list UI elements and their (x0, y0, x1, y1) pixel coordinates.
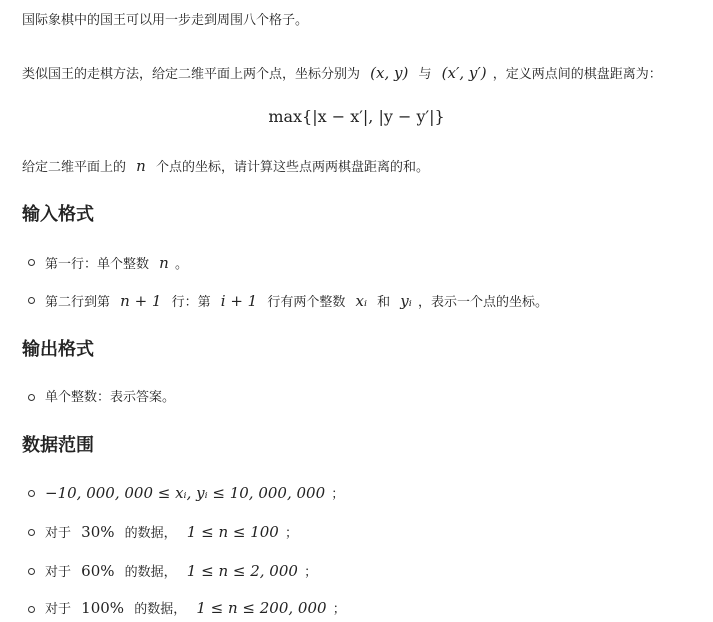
range-item-4 (45, 599, 346, 619)
range-item-2-text: 对于 (45, 526, 72, 541)
math-bound: 1 ≤ n ≤ 100 (186, 523, 279, 541)
math-yi: yᵢ (400, 292, 412, 310)
math-bound: 1 ≤ n ≤ 2, 000 (186, 562, 298, 580)
output-item-1: 单个整数：表示答案。 (45, 390, 176, 405)
input-format-heading: 输入格式 (22, 204, 94, 225)
intro-line-2-and: 与 (418, 67, 432, 82)
bullet-icon (28, 490, 35, 497)
output-format-heading: 输出格式 (22, 339, 94, 360)
input-item-2-text: 第二行到第 (45, 295, 111, 310)
input-item-2 (45, 292, 548, 312)
input-item-2-text: 行有两个整数 (267, 295, 346, 310)
input-item-1-end: 。 (174, 257, 188, 272)
math-percent: 60% (81, 562, 115, 580)
math-bound: 1 ≤ n ≤ 200, 000 (196, 599, 327, 617)
input-item-2-end: ，表示一个点的坐标。 (417, 295, 548, 310)
intro-line-3-end: 个点的坐标，请计算这些点两两棋盘距离的和。 (155, 160, 429, 175)
math-n-plus-1: n + 1 (120, 292, 162, 310)
input-item-1-text: 第一行：单个整数 (45, 257, 150, 272)
bullet-icon (28, 394, 35, 401)
input-item-2-text: 行：第 (171, 295, 211, 310)
math-i-plus-1: i + 1 (220, 292, 258, 310)
range-item-2-end: ； (284, 526, 298, 541)
bullet-icon (28, 259, 35, 266)
math-n: n (159, 254, 169, 272)
range-item-2-text: 的数据， (124, 526, 177, 541)
math-percent: 30% (81, 523, 115, 541)
bullet-icon (28, 568, 35, 575)
input-item-1 (45, 254, 188, 274)
range-item-4-end: ； (332, 602, 346, 617)
bullet-icon (28, 606, 35, 613)
distance-formula (0, 107, 713, 126)
input-item-2-text: 和 (377, 295, 391, 310)
intro-line-1: 国际象棋中的国王可以用一步走到周围八个格子。 (22, 13, 309, 28)
range-item-3-end: ； (304, 565, 318, 580)
math-point-2: (x′, y′) (441, 64, 487, 82)
intro-line-2-text: 类似国王的走棋方法，给定二维平面上两个点，坐标分别为 (22, 67, 361, 82)
range-item-1 (45, 484, 344, 504)
range-item-1-end: ； (331, 487, 345, 502)
math-point-1: (x, y) (370, 64, 409, 82)
math-xi: xᵢ (355, 292, 367, 310)
range-item-4-text: 对于 (45, 602, 72, 617)
bullet-icon (28, 529, 35, 536)
math-n: n (136, 157, 146, 175)
formula-text: max{|x − x′|, |y − y′|} (268, 107, 445, 126)
intro-line-3-text: 给定二维平面上的 (22, 160, 127, 175)
range-item-3-text: 对于 (45, 565, 72, 580)
range-item-3-text: 的数据， (124, 565, 177, 580)
math-range: −10, 000, 000 ≤ xᵢ, yᵢ ≤ 10, 000, 000 (45, 484, 326, 502)
bullet-icon (28, 297, 35, 304)
intro-line-3 (22, 157, 429, 177)
range-item-4-text: 的数据， (134, 602, 187, 617)
intro-line-2-end: ，定义两点间的棋盘距离为： (492, 67, 662, 82)
range-item-3 (45, 562, 317, 582)
intro-line-2 (22, 64, 662, 84)
data-range-heading: 数据范围 (22, 435, 94, 456)
math-percent: 100% (81, 599, 125, 617)
range-item-2 (45, 523, 298, 543)
